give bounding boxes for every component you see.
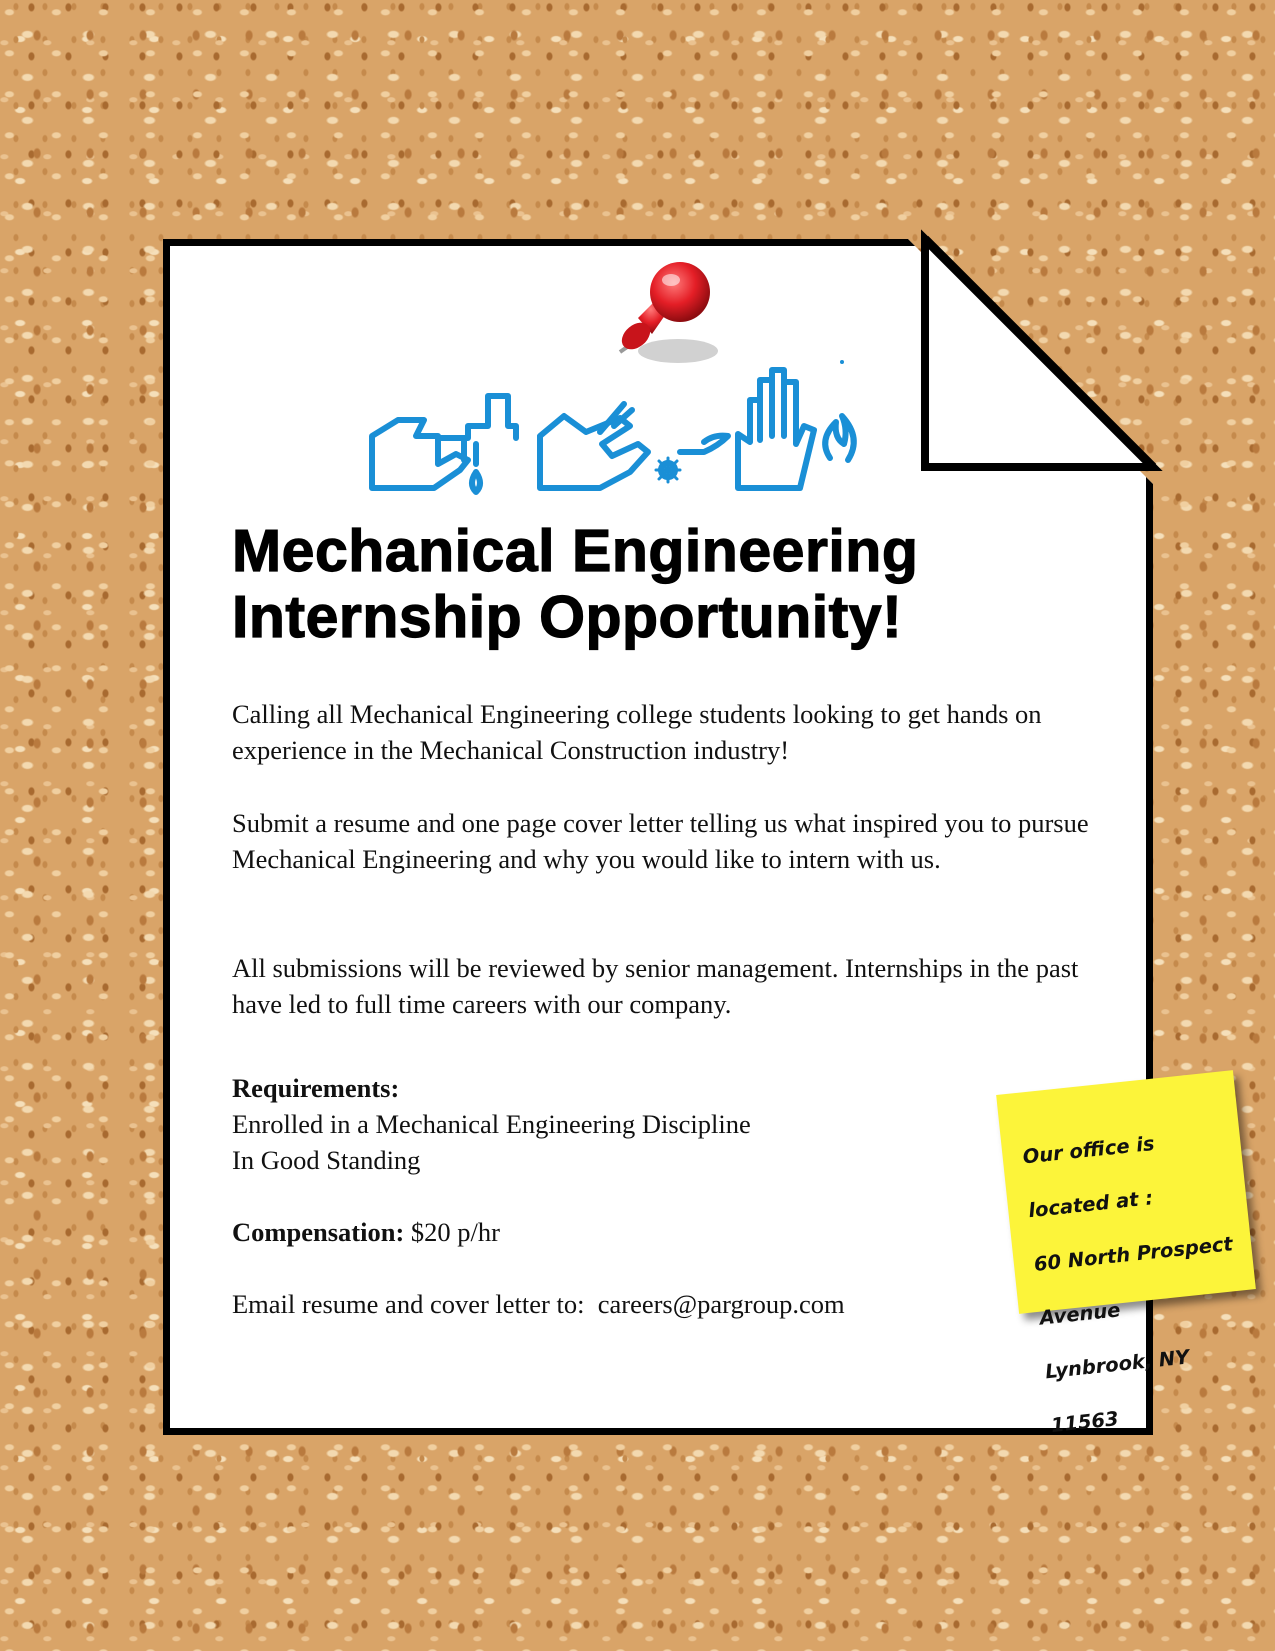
email-line [232, 1286, 1112, 1322]
requirements-heading: Requirements: [232, 1073, 400, 1103]
sticky-note [996, 1070, 1256, 1438]
note-line: Avenue [1038, 1298, 1122, 1330]
fire-hand-icon [738, 360, 854, 488]
pushpin-icon [608, 256, 738, 376]
note-line: 60 North Prospect [1032, 1232, 1234, 1276]
review-paragraph: All submissions will be reviewed by senior management. Internships in the past have led to full time careers with our company. [232, 953, 1079, 1019]
flyer-title [232, 518, 1112, 650]
note-line: 11563 [1049, 1407, 1120, 1438]
requirements-section [232, 1070, 1112, 1178]
compensation-line [232, 1214, 1112, 1250]
requirement-item: In Good Standing [232, 1145, 421, 1175]
title-line-2: Internship Opportunity! [232, 584, 903, 650]
email-label: Email resume and cover letter to: [232, 1289, 585, 1319]
note-line: Lynbrook, NY [1044, 1345, 1191, 1384]
note-line: Our office is [1021, 1131, 1156, 1169]
compensation-label: Compensation: [232, 1217, 405, 1247]
hvac-hand-icon [540, 404, 728, 488]
email-address[interactable]: careers@pargroup.com [597, 1289, 845, 1319]
trade-icons [368, 360, 868, 495]
compensation-value: $20 p/hr [410, 1217, 500, 1247]
title-line-1: Mechanical Engineering [232, 518, 919, 584]
intro-paragraph: Calling all Mechanical Engineering college students looking to get hands on experience in the Mechanical Construction industry! [232, 699, 1042, 765]
plumbing-hand-icon [372, 396, 516, 492]
requirement-item: Enrolled in a Mechanical Engineering Discipline [232, 1109, 751, 1139]
note-line: located at : [1027, 1186, 1155, 1223]
office-address [1019, 1094, 1270, 1466]
submission-paragraph: Submit a resume and one page cover letter telling us what inspired you to pursue Mechanical Engineering and why you would like to intern with us. [232, 808, 1089, 874]
